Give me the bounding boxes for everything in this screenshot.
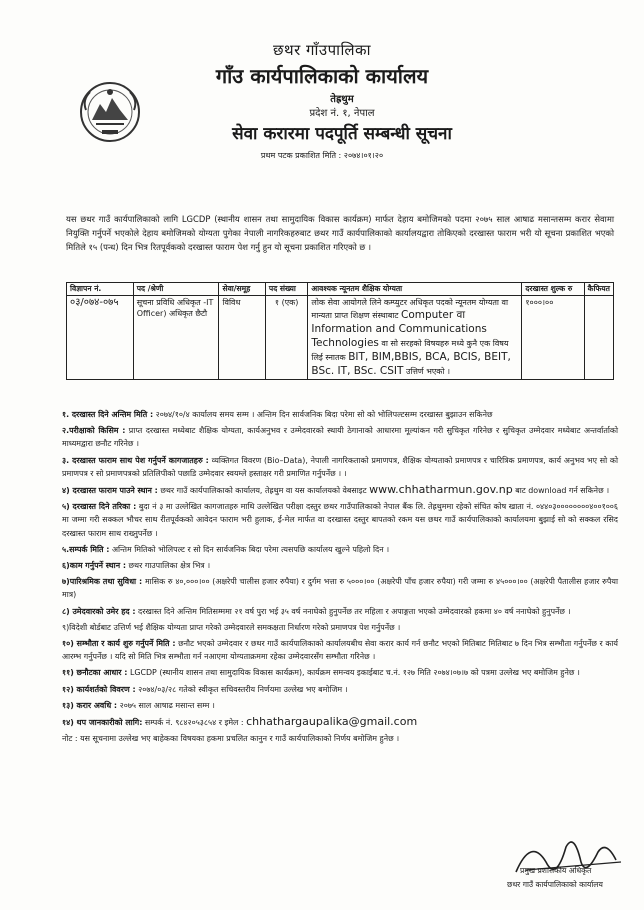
item-text: बुदा नं ३ मा उल्लेखित कागजातहरु माथि उल्लेखित परीक्षा दस्तुर छथर गाउँपालिकाको नेपाल बैंक लि. तेह्रथुममा रहेको संचित कोष खाता नं. ०४४०३००००००००४००१००६ मा जम्मा गरी सक्कल भौचर साथ रीतपूर्वकको आवेदन फाराम भरी हुलाक, ई-मेल मार्फत वा दरखास्त दस्तुर बापतको रकम यस छथर गाउँ कार्यपालिकाको कार्यालयमा बुझाई सो को सक्कल रसिद दरखास्त फाराम साथ राख्नुपर्नेछ । <box>62 502 619 538</box>
item-title: १२) कार्यशर्तको विवरण : <box>62 684 136 694</box>
list-item <box>62 621 618 634</box>
list-item <box>62 605 618 618</box>
qual-part-4: BIT, BIM,BBIS, BCA, BCIS, BEIT, BSc. IT, BSc. CSIT <box>311 351 511 377</box>
list-item <box>62 732 618 745</box>
item-text: छथर गाउँ कार्यपालिकाको कार्यालय, तेह्रथुम वा यस कार्यालयको वेबसाइट <box>160 486 367 496</box>
item-title: १०) सम्भौता र कार्य शुरु गर्नुपर्ने मिति : <box>62 639 176 649</box>
item-title: ६)काम गर्नुपर्ने स्थान : <box>62 561 126 571</box>
th-fee: दरखास्त शुल्क रु <box>522 283 584 296</box>
list-item <box>62 454 618 480</box>
item-text: ९)विदेशी बोर्डबाट उत्तिर्ण भई शैक्षिक योग्यता प्राप्त गरेको उम्मेदवारले समकक्षता निर्धारण गरेको प्रमाणपत्र पेश गर्नुपर्नेछ । <box>62 622 401 632</box>
cell-fee: १०००।०० <box>522 296 584 380</box>
item-text: मासिक रु ४०,०००।०० (अक्षरेपी चालीस हजार रुपैया) र दुर्गम भत्ता रु ५०००।०० (अक्षरेपी पाँच हजार रुपैया) गरी जम्मा रु ४५०००।०० (अक्षरेपी पैतालीस हजार रुपैया मात्र) <box>62 577 619 600</box>
notice-items <box>62 408 618 748</box>
item-text: सम्पर्क नं. ९८४२०५३८५४ र इमेल : <box>144 718 244 728</box>
item-title: २.परीक्षाको किसिम : <box>62 426 126 436</box>
signatory-title: प्रमुख प्रशासकीय अधिकृत <box>520 866 592 875</box>
item-text: छनौट भएको उम्मेदवार र छथर गाउँ कार्यपालिकाको कार्यालयबीच सेवा करार कार्य गर्न छनौट भएको मितिबाट मितिबाट ७ दिन भित्र सम्भौता गर्नुपर्नेछ र कार्य आरम्भ गर्नुपर्नेछ । यदि सो मिति भित्र सम्भौता गर्न नआएमा योग्यताक्रममा रहेका उम्मेदवारसँग सम्भौता गरिनेछ । <box>62 639 619 662</box>
notice-title: सेवा करारमा पदपूर्ति सम्बन्धी सूचना <box>232 124 452 144</box>
list-item <box>62 559 618 572</box>
item-title: ५) दरखास्त दिने तरिका : <box>62 502 137 512</box>
email-link[interactable]: chhathargaupalika@gmail.com <box>246 715 418 729</box>
province-name: प्रदेश नं. १, नेपाल <box>309 108 375 119</box>
list-item <box>62 715 618 729</box>
table-row <box>67 296 614 380</box>
item-text: नोट : यस सूचनामा उल्लेख भए बाहेकका विषयका हकमा प्रचलित कानुन र गाउँ कार्यपालिकाको निर्णय बमोजिम हुनेछ । <box>62 734 400 744</box>
list-item <box>62 408 618 421</box>
th-ad-no: विज्ञापन नं. <box>67 283 134 296</box>
letterhead <box>0 10 644 161</box>
website-link[interactable]: www.chhatharmun.gov.np <box>369 483 513 497</box>
item-text: २०७४/१०/४ कार्यालय समय सम्म । अन्तिम दिन सार्वजनिक बिदा परेमा सो को भोलिपल्टसम्म दरखास्त बुझाउन सकिनेछ <box>155 410 493 419</box>
list-item <box>62 699 618 712</box>
qual-part-3: वा सो सरहको विषयहरु मध्ये कुनै एक विषय लिई स्नातक <box>311 339 509 362</box>
office-name: गाँउ कार्यपालिकाको कार्यालय <box>215 64 429 88</box>
publish-date: प्रथम पटक प्रकाशित मिति : २०७४।०१।२० <box>260 151 384 160</box>
vacancy-table <box>66 282 614 380</box>
item-title: ५.सम्पर्क मिति : <box>62 544 110 554</box>
qual-part-2: Computer वा Information and Communications Technologies <box>311 309 487 349</box>
cell-remarks <box>584 296 613 380</box>
list-item <box>62 683 618 696</box>
th-qualification: आवश्यक न्यूनतम शैक्षिक योग्यता <box>308 283 522 296</box>
item-title: ४) दरखास्त फाराम पाउने स्थान : <box>62 486 158 496</box>
list-item <box>62 483 618 497</box>
item-text: बाट download गर्न सकिनेछ । <box>515 486 610 496</box>
item-text: २०७४/०३/२८ गतेको स्वीकृत सचिवस्तरीय निर्णयमा उल्लेख भए बमोजिम । <box>138 684 348 694</box>
item-title: १३) करार अवधि : <box>62 700 118 710</box>
item-title: १. दरखास्त दिने अन्तिम मिति : <box>62 410 154 419</box>
th-count: पद संख्या <box>265 283 308 296</box>
item-title: ८) उमेदवारको उमेर हद : <box>62 606 136 616</box>
intro-paragraph: यस छथर गाउँ कार्यपालिकाको लागि LGCDP (स्थानीय शासन तथा सामुदायिक विकास कार्यक्रम) मार्फत देहाय बमोजिमको पदमा २०७५ साल आषाढ मसान्तसम्म करार सेवामा नियुक्ति गर्नुपर्ने भएकोले देहाय बमोजिमको योग्यता पुगेका नेपाली नागरिकहरुबाट छथर गाउँ कार्यपालिकाको कार्यालयद्वारा तोकिएको दरखास्त फाराम भरी यो सूचना प्रकाशित भएको मितिले १५ (पन्ध) दिन भित्र रितपूर्वकको दरखास्त फाराम पेश गर्नु हुन यो सूचना प्रकाशित गरिएको छ । <box>66 214 614 252</box>
item-text: प्राप्त दरखास्त मध्येबाट शैक्षिक योग्यता, कार्यअनुभव र उम्मेदवारको स्थायी ठेगानाको आधारमा मूल्यांकन गरी सुचिकृत गरिनेछ र सुचिकृत उम्मेदवार मध्येबाट अन्तर्वार्ताको माध्यमद्वारा छनौट गरिनेछ । <box>62 426 618 449</box>
cell-post: सूचना प्रविधि अधिकृत -IT Officer) अधिकृत छैटौ <box>133 296 219 380</box>
list-item <box>62 543 618 556</box>
item-title: १४) थप जानकारीको लागि: <box>62 718 143 728</box>
qual-part-1: लोक सेवा आयोगले लिने कम्प्युटर अधिकृत पदको न्यूनतम योग्यता वा मान्यता प्राप्त शिक्षण संस्थाबाट <box>311 298 509 320</box>
th-post: पद /श्रेणी <box>133 283 219 296</box>
list-item <box>62 424 618 450</box>
th-service: सेवा/समूह <box>219 283 265 296</box>
qual-part-5: उत्तिर्ण भएको । <box>405 367 451 376</box>
cell-ad-no: ०३/०७४-०७५ <box>67 296 134 380</box>
item-text: दरखास्त दिने अन्तिम मितिसम्ममा २१ वर्ष पुरा भई ३५ वर्ष ननाघेको हुनुपर्नेछ तर महिला र अपाङ्गता भएको उम्मेदवारको हकमा ४० वर्ष ननाघेको हुनुपर्नेछ । <box>138 606 571 616</box>
list-item <box>62 575 618 601</box>
item-title: ११) छनौटका आधार : <box>62 668 128 678</box>
cell-count: १ (एक) <box>265 296 308 380</box>
district-name: तेह्रथुम <box>330 94 354 105</box>
table-header-row <box>67 283 614 296</box>
th-remarks: कैफियत <box>584 283 613 296</box>
item-title: ३. दरखास्त फाराम साथ पेश गर्नुपर्ने कागजातहरु : <box>62 455 209 465</box>
item-text: २०७५ साल आषाढ मसान्त सम्म । <box>119 700 215 710</box>
list-item <box>62 666 618 679</box>
signatory-office: छथर गाउँ कार्यपालिकाको कार्यालय <box>507 880 603 889</box>
item-text: व्यक्तिगत विवरण (Bio–Data), नेपाली नागरिकताको प्रमाणपत्र, शैक्षिक योग्यताको प्रमाणपत्र र चारित्रिक प्रमाणपत्र, कार्य अनुभव भए सो को प्रमाणपत्र र सो प्रमाणपत्रको प्रतिलिपीको पछाडि उम्मेदवार स्वयम्ले हस्ताक्षर गरी प्रमाणित गर्नुपर्नेछ । । <box>62 455 619 478</box>
list-item <box>62 637 618 663</box>
cell-qualification <box>308 296 522 380</box>
municipality-name: छथर गाँउपालिका <box>273 41 371 59</box>
item-text: अन्तिम मितिको भोलिपल्ट र सो दिन सार्वजनिक बिदा परेमा त्यसपछि कार्यालय खुल्ने पहिलो दिन । <box>111 544 390 554</box>
list-item <box>62 500 618 540</box>
item-text: छथर गाउपालिका क्षेत्र भित्र । <box>128 561 211 571</box>
item-title: ७)पारिश्रमिक तथा सुविधा : <box>62 577 143 587</box>
item-text: LGCDP (स्थानीय शासन तथा सामुदायिक विकास कार्यक्रम), कार्यक्रम समन्वय इकाईबाट च.नं. १२७ मिति २०७४।०७।७ को पत्रमा उल्लेख भए बमोजिम हुनेछ । <box>129 668 580 678</box>
cell-service: विविध <box>219 296 265 380</box>
